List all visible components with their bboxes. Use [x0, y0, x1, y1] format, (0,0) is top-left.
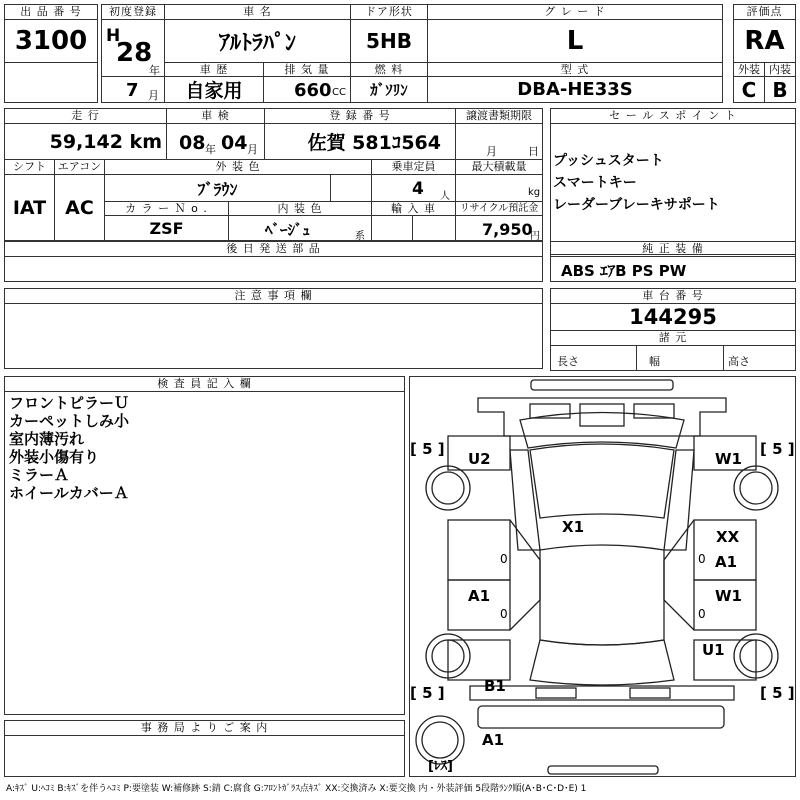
interior-color-unit: 系 — [355, 231, 365, 242]
tire-tread-rear-left: [ 5 ] — [410, 684, 445, 702]
exterior-score-label: 外装 — [733, 62, 765, 77]
inspector-notes-label: 検 査 員 記 入 欄 — [4, 376, 405, 392]
history: 自家用 — [164, 76, 264, 103]
color-number-label: カ ラ ー Ｎ o . — [104, 201, 229, 216]
height-label: 高さ — [728, 355, 750, 368]
interior-score-label: 内装 — [764, 62, 796, 77]
air-conditioner-label: エアコン — [54, 159, 105, 175]
damage-mark: A1 — [715, 553, 738, 571]
inspector-note: ホイールカバーＡ — [9, 484, 129, 502]
import-cell — [371, 215, 456, 241]
month-unit: 月 — [148, 89, 159, 102]
inspection-cell — [166, 123, 265, 160]
inspection-year: 08 — [179, 132, 206, 154]
width-cell — [636, 345, 724, 371]
shift: IAT — [4, 174, 55, 241]
capacity-cell — [371, 174, 456, 202]
capacity: 4 — [412, 179, 424, 199]
recycle-deposit-label: リサイクル預託金 — [455, 201, 543, 216]
notes-label: 注 意 事 項 欄 — [4, 288, 543, 304]
displacement-unit: CC — [332, 87, 346, 98]
door-type: 5HB — [350, 19, 428, 63]
model: DBA-HE33S — [427, 76, 723, 103]
mileage-label: 走 行 — [4, 108, 167, 124]
inspector-note: フロントピラーＵ — [9, 394, 130, 412]
import-divider — [412, 215, 413, 241]
model-label: 型 式 — [427, 62, 723, 77]
interior-score: B — [764, 76, 796, 103]
damage-mark: A1 — [468, 587, 491, 605]
car-name: ｱﾙﾄﾗﾊﾟﾝ — [164, 19, 351, 63]
first-registration-month — [101, 76, 165, 103]
inspection-month-unit: 月 — [247, 143, 258, 156]
spare-tire-label: [ﾚｽ] — [428, 759, 453, 774]
later-parts-label: 後 日 発 送 部 品 — [4, 241, 543, 257]
exterior-score: C — [733, 76, 765, 103]
height-cell — [723, 345, 796, 371]
damage-mark: U2 — [468, 450, 491, 468]
recycle-deposit: 7,950 — [482, 220, 533, 239]
interior-color-label: 内 装 色 — [228, 201, 372, 216]
exterior-color-label: 外 装 色 — [104, 159, 372, 175]
max-load-label: 最大積載量 — [455, 159, 543, 175]
specs-label: 諸 元 — [550, 330, 796, 346]
inspection-year-unit: 年 — [205, 143, 216, 156]
registration-number: 佐賀 581ｺ564 — [264, 123, 456, 160]
zero-mark-left: 0 — [500, 552, 508, 566]
genuine-equipment-label: 純 正 装 備 — [550, 241, 796, 257]
car-outline — [409, 376, 796, 777]
year-number: 28 — [116, 38, 153, 68]
zero-mark-left-rear: 0 — [500, 607, 508, 621]
capacity-unit: 人 — [440, 191, 450, 202]
tire-tread-front-right: [ 5 ] — [760, 440, 795, 458]
damage-mark: W1 — [715, 450, 742, 468]
recycle-deposit-unit: 円 — [530, 231, 540, 242]
zero-mark-right: 0 — [698, 552, 706, 566]
grade: L — [427, 19, 723, 63]
air-conditioner: AC — [54, 174, 105, 241]
transfer-month-unit: 月 — [486, 145, 497, 158]
fuel: ｶﾞｿﾘﾝ — [350, 76, 428, 103]
damage-mark: B1 — [484, 677, 506, 695]
score: RA — [733, 19, 796, 63]
first-registration-label: 初度登録 — [101, 4, 165, 20]
displacement-cell — [263, 76, 351, 103]
year-unit: 年 — [149, 64, 160, 77]
length-label: 長さ — [557, 355, 579, 368]
first-registration-year — [101, 19, 165, 77]
grade-label: グ レ ー ド — [427, 4, 723, 20]
displacement-label: 排 気 量 — [263, 62, 351, 77]
inspector-note: 室内薄汚れ — [9, 430, 85, 448]
door-type-label: ドア形状 — [350, 4, 428, 20]
max-load-unit: kg — [528, 187, 541, 198]
interior-color-cell — [228, 215, 372, 241]
capacity-label: 乗車定員 — [371, 159, 456, 175]
damage-legend: A:ｷｽﾞ U:ﾍｺﾐ B:ｷｽﾞを伴うﾍｺﾐ P:要塗装 W:補修跡 S:錆 C:腐食 G:ﾌﾛﾝﾄｶﾞﾗｽ点ｷｽﾞ XX:交換済み X:要交換 内・外装評価 5段階ﾗﾝｸ順(A･B･C･D･E) 1 — [6, 784, 587, 794]
selling-points-label: セ ー ル ス ポ イ ン ト — [550, 108, 796, 124]
selling-point: プッシュスタート — [553, 153, 664, 169]
transfer-day-unit: 日 — [528, 145, 539, 158]
interior-color: ﾍﾞｰｼﾞｭ — [265, 221, 311, 239]
selling-points — [550, 123, 796, 255]
car-name-label: 車 名 — [164, 4, 351, 20]
inspector-note: ミラーＡ — [9, 466, 70, 484]
color-number: ZSF — [104, 215, 229, 241]
damage-mark: X1 — [562, 518, 585, 536]
inspector-notes — [4, 391, 405, 715]
width-label: 幅 — [649, 355, 660, 368]
zero-mark-right-rear: 0 — [698, 607, 706, 621]
max-load-cell — [455, 174, 543, 202]
import-label: 輸 入 車 — [371, 201, 456, 216]
exterior-color-blank — [330, 174, 372, 202]
damage-mark: XX — [716, 528, 740, 546]
lot-number-blank — [4, 62, 98, 103]
lot-number: 3100 — [4, 19, 98, 63]
length-cell — [550, 345, 637, 371]
damage-mark: A1 — [482, 731, 505, 749]
office-info — [4, 735, 405, 777]
registration-number-label: 登 録 番 号 — [264, 108, 456, 124]
inspector-note: 外装小傷有り — [9, 448, 100, 466]
car-diagram — [409, 376, 796, 777]
notes — [4, 303, 543, 369]
transfer-deadline-label: 譲渡書類期限 — [455, 108, 543, 124]
inspection-label: 車 検 — [166, 108, 265, 124]
exterior-color: ﾌﾞﾗｳﾝ — [104, 174, 331, 202]
later-parts — [4, 256, 543, 282]
chassis-number-label: 車 台 番 号 — [550, 288, 796, 304]
inspection-month: 04 — [221, 132, 248, 154]
shift-label: シフト — [4, 159, 55, 175]
damage-mark: U1 — [702, 641, 725, 659]
tire-tread-front-left: [ 5 ] — [410, 440, 445, 458]
tire-tread-rear-right: [ 5 ] — [760, 684, 795, 702]
office-info-label: 事 務 局 よ り ご 案 内 — [4, 720, 405, 736]
displacement: 660 — [294, 80, 332, 101]
recycle-deposit-cell — [455, 215, 543, 241]
history-label: 車 歴 — [164, 62, 264, 77]
mileage: 59,142 km — [4, 123, 167, 160]
chassis-number: 144295 — [550, 303, 796, 331]
fuel-label: 燃 料 — [350, 62, 428, 77]
month-number: 7 — [126, 80, 139, 101]
selling-point: スマートキー — [553, 175, 637, 191]
genuine-equipment: ABS ｴｱB PS PW — [550, 256, 796, 282]
inspector-note: カーペットしみ小 — [9, 412, 130, 430]
era-label: H — [106, 26, 121, 46]
lot-number-label: 出 品 番 号 — [4, 4, 98, 20]
transfer-deadline — [455, 123, 543, 160]
score-label: 評価点 — [733, 4, 796, 20]
damage-mark: W1 — [715, 587, 742, 605]
selling-point: レーダーブレーキサポート — [553, 197, 720, 213]
